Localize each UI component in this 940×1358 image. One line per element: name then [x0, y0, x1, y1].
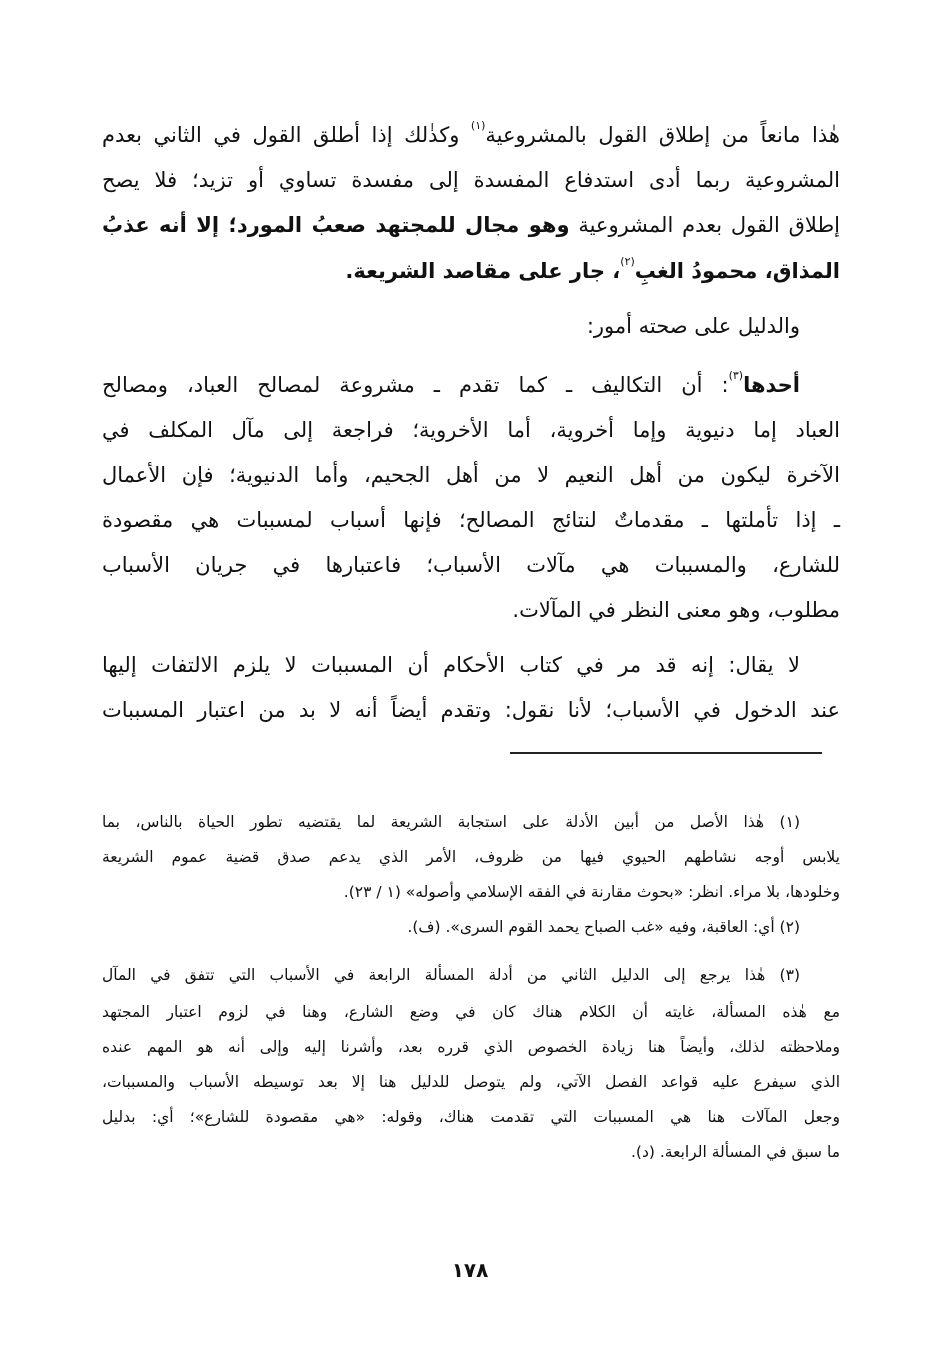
body-line: العباد إما دنيوية وإما أخروية، أما الأخروية؛ فراجعة إلى مآل المكلف في	[102, 418, 840, 442]
bold-text: ، جار على مقاصد الشريعة.	[345, 259, 621, 283]
text: هٰذا مانعاً من إطلاق القول بالمشروعية	[485, 123, 840, 147]
body-line: للشارع، والمسببات هي مآلات الأسباب؛ فاعتبارها في جريان الأسباب	[102, 553, 840, 577]
text: إطلاق القول بعدم المشروعية	[569, 213, 841, 237]
body-line	[102, 210, 840, 240]
body-line: لا يقال: إنه قد مر في كتاب الأحكام أن المسببات لا يلزم الالتفات إليها	[102, 653, 800, 677]
text: : أن التكاليف ـ كما تقدم ـ مشروعة لمصالح العباد، ومصالح	[102, 373, 729, 397]
body-line: عند الدخول في الأسباب؛ لأنا نقول: وتقدم أيضاً أنه لا بد من اعتبار المسببات	[102, 698, 840, 722]
bold-text: أحدها	[743, 373, 800, 397]
footnote-line: مع هٰذه المسألة، غايته أن الكلام هناك كان في وضع الشارع، وهنا في لزوم اعتبار المجتهد	[102, 1003, 840, 1021]
footnote-line: (٣) هٰذا يرجع إلى الدليل الثاني من أدلة المسألة الرابعة في الأسباب التي تتفق في المآل	[102, 966, 800, 984]
footnote-ref: (١)	[470, 119, 486, 132]
page-number: ١٧٨	[451, 1258, 489, 1282]
body-line	[102, 370, 840, 400]
body-line: المشروعية ربما أدى استدفاع المفسدة إلى مفسدة تساوي أو تزيد؛ فلا يصح	[102, 168, 840, 192]
body-line: والدليل على صحته أمور:	[586, 314, 800, 338]
footnote-line: الذي سيفرع عليه قواعد الفصل الآتي، ولم يتوصل للدليل هنا إلا بعد توسيطه الأسباب والمسببات،	[102, 1073, 840, 1091]
bold-text: المذاق، محمودُ الغبِ	[634, 259, 840, 283]
footnote-ref: (٢)	[620, 255, 635, 268]
text: وكذٰلك إذا أطلق القول في الثاني بعدم	[102, 123, 471, 147]
footnote-line: (١) هٰذا الأصل من أبين الأدلة على استجابة الشريعة لما يقتضيه تطور الحياة بالناس، بما	[102, 813, 800, 831]
footnote-divider	[510, 752, 822, 754]
body-line	[102, 256, 840, 286]
body-line: الآخرة ليكون من أهل النعيم لا من أهل الجحيم، وأما الدنيوية؛ فإن الأعمال	[102, 463, 840, 487]
footnote-line: يلابس أوجه نشاطهم الحيوي فيها من ظروف، الأمر الذي يدعم صدق قضية عموم الشريعة	[102, 848, 840, 866]
footnote-line: وملاحظته لذلك، وأيضاً هنا زيادة الخصوص الذي قرره بعد، وأشرنا إليه وإلى أنه هو المهم عنده	[102, 1038, 840, 1056]
body-line: مطلوب، وهو معنى النظر في المآلات.	[512, 598, 840, 622]
footnote-ref: (٣)	[728, 369, 744, 382]
footnote-line: ما سبق في المسألة الرابعة. (د).	[631, 1143, 840, 1161]
footnote-line: (٢) أي: العاقبة، وفيه «غب الصباح يحمد القوم السرى». (ف).	[407, 918, 800, 936]
footnote-line: وخلودها، بلا مراء. انظر: «بحوث مقارنة في الفقه الإسلامي وأصوله» (١ / ٢٣).	[343, 883, 840, 901]
bold-text: وهو مجال للمجتهد صعبُ المورد؛ إلا أنه عذبُ	[102, 213, 570, 237]
body-line	[102, 120, 840, 150]
body-line: ـ إذا تأملتها ـ مقدماتٌ لنتائج المصالح؛ فإنها أسباب لمسببات هي مقصودة	[102, 508, 840, 532]
footnote-line: وجعل المآلات هنا هي المسببات التي تقدمت هناك، وقوله: «هي مقصودة للشارع»؛ أي: بدليل	[102, 1108, 840, 1126]
